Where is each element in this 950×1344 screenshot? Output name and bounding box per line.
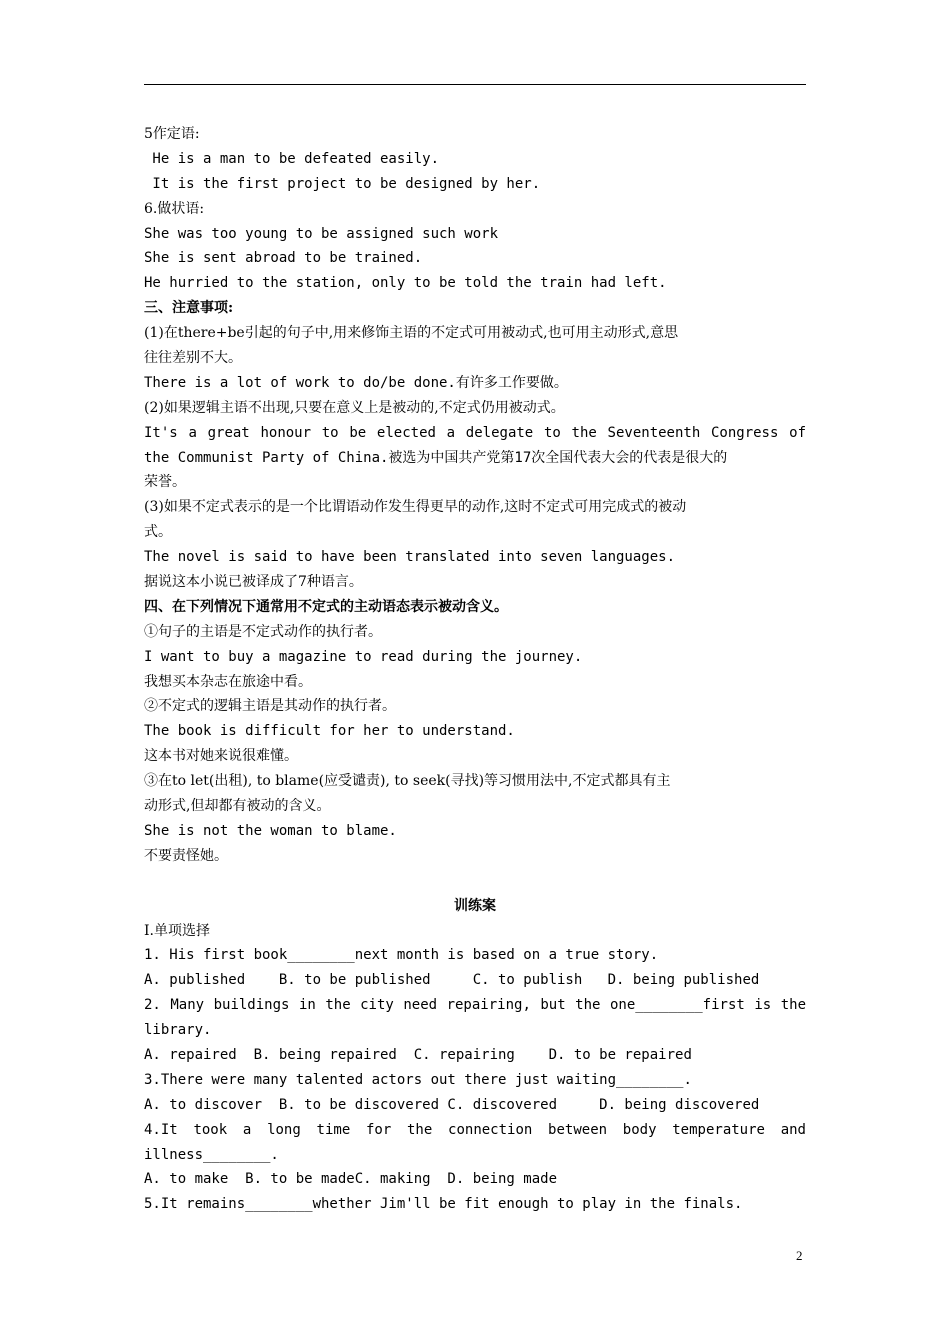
document-body <box>144 122 806 1217</box>
options-line: A. to discover B. to be discovered C. discovered D. being discovered <box>144 1096 760 1113</box>
example-line: She is sent abroad to be trained. <box>144 250 423 267</box>
example-line: the Communist Party of China.被选为中国共产党第17次全国代表大会的代表是很大的 <box>144 449 728 466</box>
question-line: 2. Many buildings in the city need repairing, but the one________first is the <box>144 997 806 1014</box>
note-line: ①句子的主语是不定式动作的执行者。 <box>144 623 382 640</box>
question-line: 3.There were many talented actors out there just waiting________. <box>144 1071 692 1088</box>
question-line: 1. His first book________next month is based on a true story. <box>144 947 659 964</box>
note-line: 荣誉。 <box>144 474 186 491</box>
note-line: (1)在there+be引起的句子中,用来修饰主语的不定式可用被动式,也可用主动形式,意思 <box>144 325 679 342</box>
note-line: 动形式,但却都有被动的含义。 <box>144 798 331 815</box>
question-line: 5.It remains________whether Jim'll be fit enough to play in the finals. <box>144 1196 743 1213</box>
example-line: The book is difficult for her to understand. <box>144 723 515 740</box>
example-line: She was too young to be assigned such work <box>144 225 499 242</box>
example-line: The novel is said to have been translated into seven languages. <box>144 549 676 566</box>
example-line: I want to buy a magazine to read during the journey. <box>144 648 583 665</box>
note-line: (2)如果逻辑主语不出现,只要在意义上是被动的,不定式仍用被动式。 <box>144 399 565 416</box>
note-line: 往往差别不大。 <box>144 350 242 367</box>
example-line: She is not the woman to blame. <box>144 822 397 839</box>
note-line: 式。 <box>144 524 172 541</box>
translation-line: 据说这本小说已被译成了7种语言。 <box>144 574 363 591</box>
translation-line: 我想买本杂志在旅途中看。 <box>144 673 312 690</box>
exercise-heading: I.单项选择 <box>144 922 210 939</box>
example-line: There is a lot of work to do/be done.有许多工作要做。 <box>144 374 568 391</box>
options-line: A. to make B. to be madeC. making D. being made <box>144 1171 558 1188</box>
question-line: illness________. <box>144 1146 279 1163</box>
section-heading-notes: 三、注意事项: <box>144 300 234 317</box>
question-line: library. <box>144 1022 212 1039</box>
example-line: He hurried to the station, only to be told the train had left. <box>144 275 667 292</box>
options-line: A. published B. to be published C. to publish D. being published <box>144 972 760 989</box>
section-title: 训练案 <box>454 897 496 914</box>
example-line: He is a man to be defeated easily. <box>144 150 440 167</box>
spacer <box>144 869 806 894</box>
section-heading-active-form: 四、在下列情况下通常用不定式的主动语态表示被动含义。 <box>144 598 508 615</box>
question-line: 4.It took a long time for the connection between body temperature and <box>144 1121 806 1138</box>
heading-attributive: 5作定语: <box>144 126 200 142</box>
example-line: It is the first project to be designed by her. <box>144 175 541 192</box>
options-line: A. repaired B. being repaired C. repairing D. to be repaired <box>144 1046 692 1063</box>
translation-line: 不要责怪她。 <box>144 847 228 864</box>
page-number: 2 <box>796 1248 803 1263</box>
header-rule <box>144 84 806 85</box>
note-line: ③在to let(出租), to blame(应受谴责), to seek(寻找)等习惯用法中,不定式都具有主 <box>144 773 671 790</box>
heading-adverbial: 6.做状语: <box>144 200 205 217</box>
example-line: It's a great honour to be elected a delegate to the Seventeenth Congress of <box>144 424 806 441</box>
note-line: ②不定式的逻辑主语是其动作的执行者。 <box>144 698 396 715</box>
note-line: (3)如果不定式表示的是一个比谓语动作发生得更早的动作,这时不定式可用完成式的被动 <box>144 499 687 516</box>
translation-line: 这本书对她来说很难懂。 <box>144 748 298 765</box>
